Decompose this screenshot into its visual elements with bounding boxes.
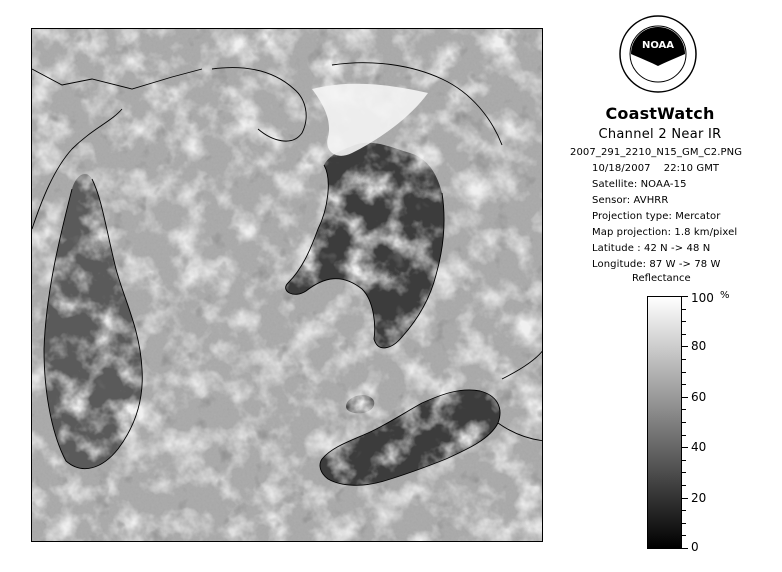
tick-minor (682, 359, 686, 360)
longitude-label: Longitude: 87 W -> 78 W (592, 259, 721, 270)
tick-major (682, 397, 688, 398)
cloud-shadows (32, 29, 543, 542)
tick-label-20: 20 (691, 491, 707, 505)
satellite-label: Satellite: NOAA-15 (592, 179, 687, 190)
info-panel (560, 0, 782, 572)
satellite-image (31, 28, 543, 542)
sensor-label: Sensor: AVHRR (592, 195, 669, 206)
map-projection-label: Map projection: 1.8 km/pixel (592, 227, 738, 238)
tick-major (682, 548, 688, 549)
tick-minor (682, 384, 686, 385)
channel-subtitle: Channel 2 Near IR (598, 127, 722, 142)
tick-label-40: 40 (691, 440, 707, 454)
logo-text: NOAA (641, 40, 675, 51)
tick-minor (682, 460, 686, 461)
tick-major (682, 346, 688, 347)
tick-major (682, 447, 688, 448)
tick-minor (682, 535, 686, 536)
tick-major (682, 296, 688, 297)
latitude-label: Latitude : 42 N -> 48 N (592, 243, 711, 254)
tick-minor (682, 309, 686, 310)
tick-minor (682, 485, 686, 486)
image-filename: 2007_291_2210_N15_GM_C2.PNG (570, 147, 743, 158)
projection-type-label: Projection type: Mercator (592, 211, 721, 222)
tick-minor (682, 321, 686, 322)
tick-label-80: 80 (691, 339, 707, 353)
tick-minor (682, 472, 686, 473)
colorbar-ticks (682, 291, 742, 554)
tick-major (682, 498, 688, 499)
tick-minor (682, 422, 686, 423)
satellite-map-canvas (32, 29, 543, 542)
reflectance-colorbar (647, 296, 682, 549)
tick-minor (682, 435, 686, 436)
tick-label-0: 0 (691, 540, 699, 554)
image-datetime: 10/18/2007 22:10 GMT (592, 163, 720, 174)
noaa-logo-icon (618, 14, 698, 94)
tick-minor (682, 372, 686, 373)
tick-minor (682, 409, 686, 410)
colorbar-title: Reflectance (632, 273, 691, 284)
tick-label-100: 100 (691, 291, 714, 305)
tick-minor (682, 334, 686, 335)
tick-label-60: 60 (691, 390, 707, 404)
page-title: CoastWatch (605, 104, 715, 123)
tick-minor (682, 523, 686, 524)
colorbar-unit: % (720, 290, 730, 301)
tick-minor (682, 510, 686, 511)
